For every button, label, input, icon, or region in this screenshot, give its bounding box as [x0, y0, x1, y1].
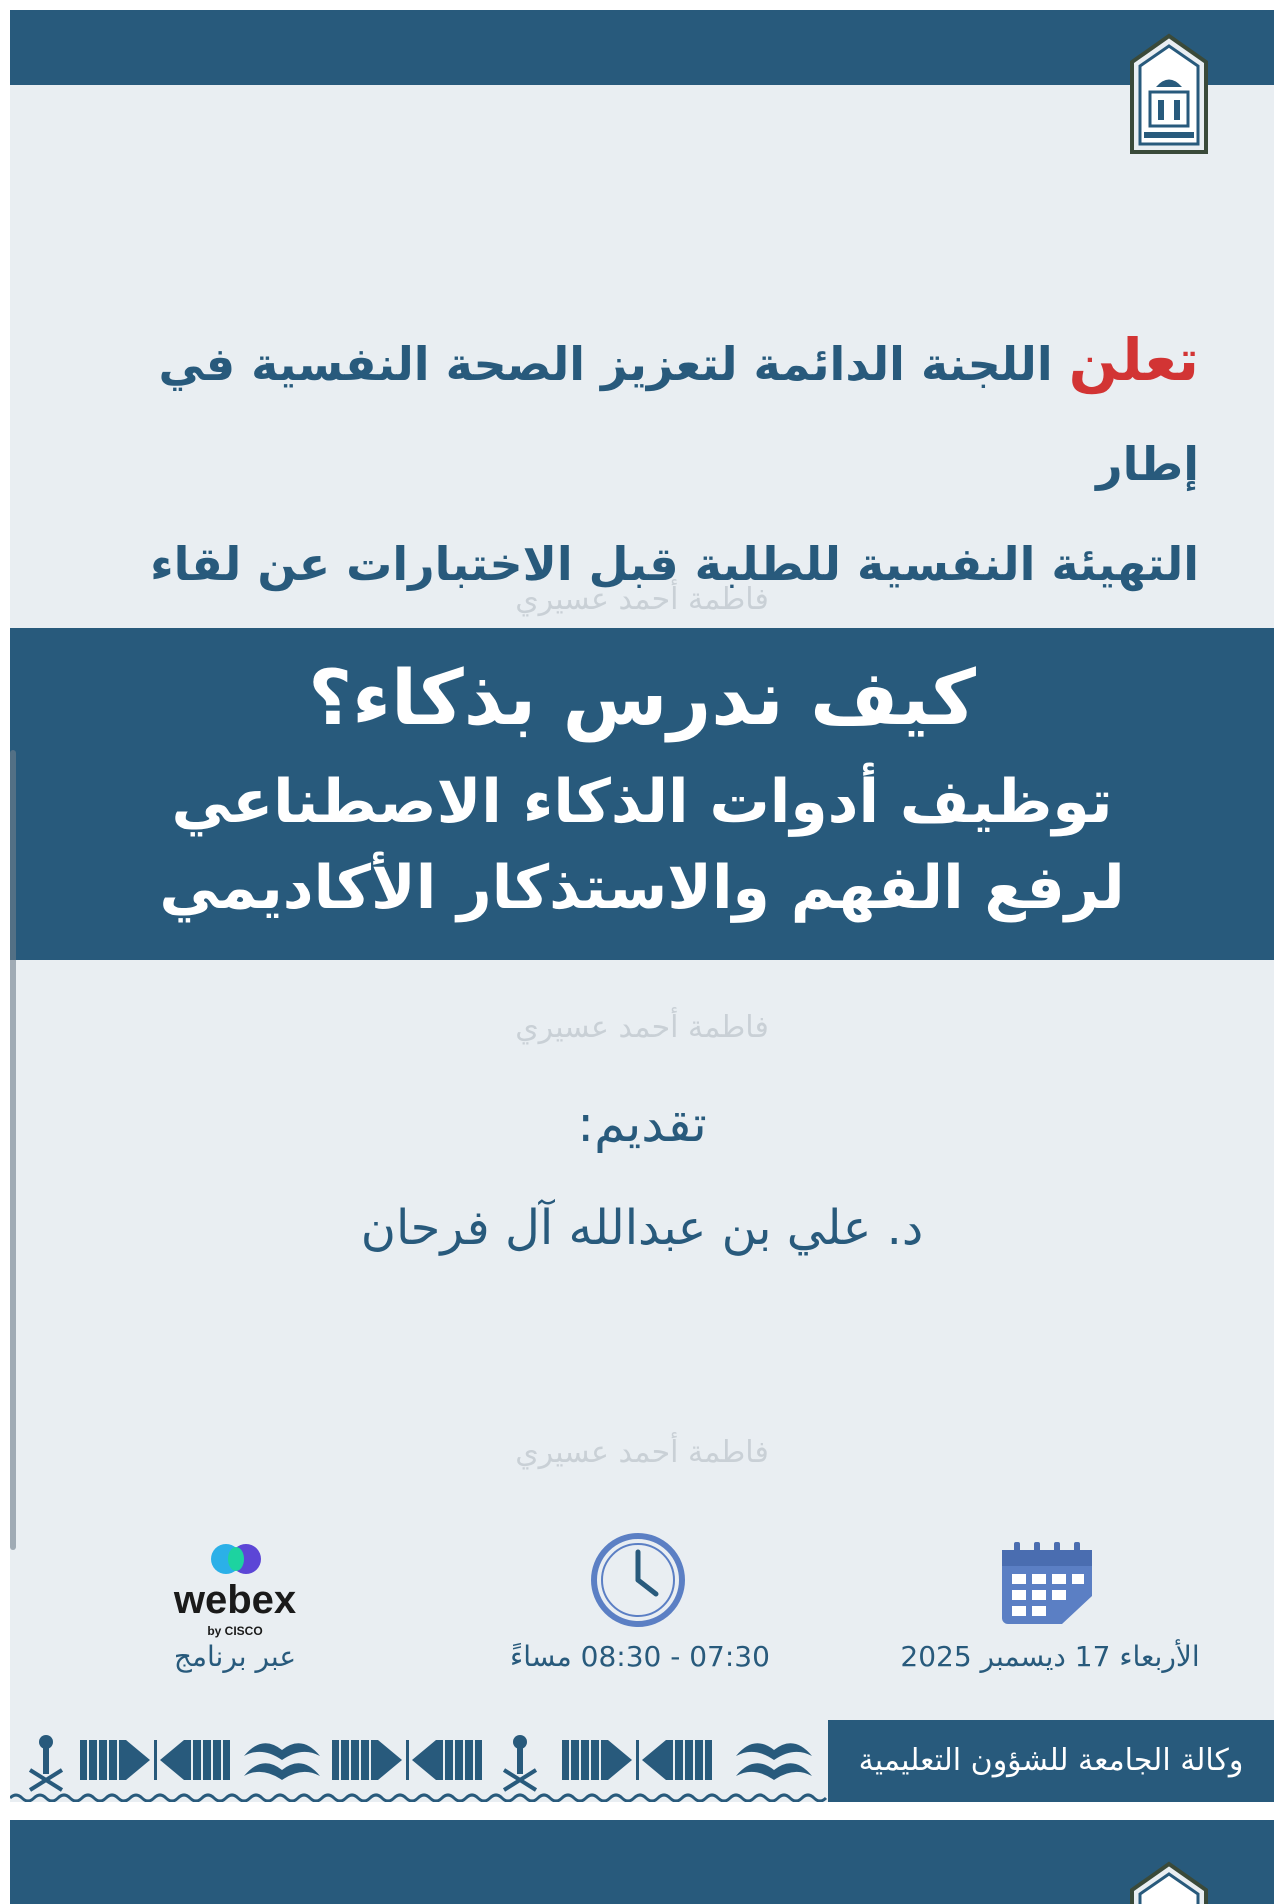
announcement-red-word: تعلن: [1068, 326, 1199, 394]
announcement-card: [10, 10, 1274, 1802]
event-date: الأربعاء 17 ديسمبر 2025: [900, 1640, 1200, 1673]
title-line2: توظيف أدوات الذكاء الاصطناعي: [171, 767, 1113, 837]
presenter-label: تقديم:: [577, 1095, 707, 1153]
platform-label: عبر برنامج: [173, 1640, 297, 1673]
presenter-name: د. علي بن عبدالله آل فرحان: [360, 1200, 924, 1256]
announcement-line2: التهيئة النفسية للطلبة قبل الاختبارات عن لقاء: [150, 537, 1199, 591]
webex-by-cisco: by CISCO: [207, 1624, 263, 1638]
university-logo-icon: [1126, 32, 1212, 156]
watermark-bottom: فاطمة أحمد عسيري: [515, 1435, 769, 1470]
next-card-top-bar: [10, 1820, 1274, 1904]
top-bar: [10, 10, 1274, 85]
watermark-middle: فاطمة أحمد عسيري: [515, 1010, 769, 1045]
footer-agency-label: وكالة الجامعة للشؤون التعليمية: [828, 1720, 1274, 1802]
calendar-icon: [1000, 1540, 1094, 1626]
clock-icon: [590, 1532, 686, 1628]
event-time: 07:30 - 08:30 مساءً: [510, 1640, 770, 1673]
next-card-preview: [10, 1820, 1274, 1904]
watermark-top: فاطمة أحمد عسيري: [515, 582, 769, 617]
announcement-line1: اللجنة الدائمة لتعزيز الصحة النفسية في إطار: [158, 337, 1199, 491]
title-line3: لرفع الفهم والاستذكار الأكاديمي: [159, 853, 1125, 923]
title-line1: كيف ندرس بذكاء؟: [308, 653, 976, 742]
footer-strip: [10, 1720, 1274, 1802]
footer-pattern: [10, 1720, 828, 1802]
university-logo-icon-next: [1126, 1860, 1212, 1904]
title-band: [10, 628, 1274, 960]
webex-brand: webex: [173, 1578, 297, 1622]
webex-logo-icon: [208, 1540, 264, 1578]
scrollbar[interactable]: [10, 750, 16, 1550]
